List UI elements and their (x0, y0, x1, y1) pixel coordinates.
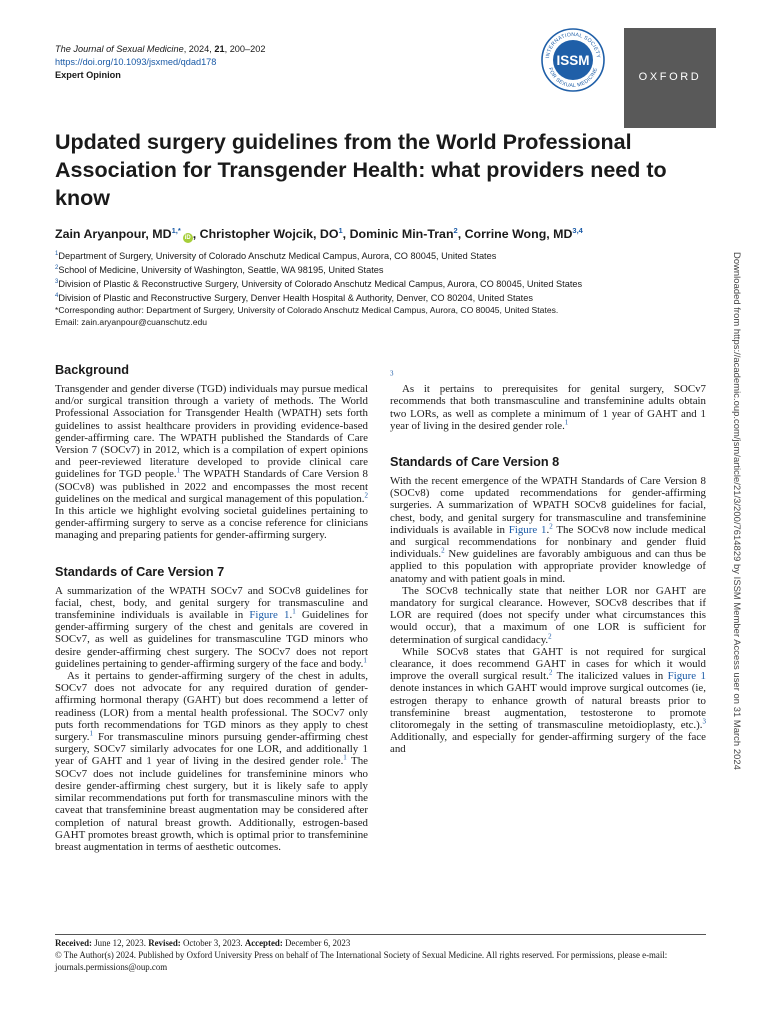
issm-ring-bottom-text: FOR SEXUAL MEDICINE (546, 67, 600, 90)
author-name[interactable]: Dominic Min-Tran (349, 227, 454, 242)
figure-1-link[interactable]: Figure 1 (508, 523, 547, 536)
journal-volume: 21 (214, 44, 225, 54)
socv7-paragraph-2-continued (390, 371, 706, 383)
issm-logo-text: ISSM (556, 53, 590, 68)
affiliations (55, 249, 725, 304)
right-column (390, 371, 706, 756)
body-text: The SOCv8 now include medical and surgical recommendations for nonbinary and gender fluid individuals. (390, 523, 706, 561)
body-text: In this article we highlight evolving societal guidelines pertaining to gender-affirming surgery to serve as a concise reference for clinicians managing and preparing patients for gender-affirming surgery. (55, 505, 368, 542)
citation-ref[interactable]: 2 (548, 632, 552, 641)
journal-citation (55, 43, 265, 56)
citation-ref[interactable]: 2 (549, 522, 553, 531)
oxford-logo (624, 28, 716, 128)
body-text: Additionally, and especially for gender-affirming surgery of the face and (390, 731, 706, 756)
revised-date: October 3, 2023. (180, 938, 245, 948)
footer-divider (55, 934, 706, 935)
orcid-icon[interactable]: iD (184, 235, 191, 242)
article-type: Expert Opinion (55, 70, 121, 80)
body-text: New guidelines are favorably ambiguous and can thus be applied to this population with appropriate provider knowledge of anatomy and with patient goals in mind. (390, 548, 706, 585)
revised-label: Revised: (148, 938, 181, 948)
issm-logo (540, 27, 606, 93)
citation-ref[interactable]: 1 (176, 466, 181, 475)
citation-ref[interactable]: 2 (364, 491, 368, 500)
affiliation-line (55, 277, 725, 291)
article-dates (55, 937, 720, 949)
left-column (55, 362, 368, 853)
body-text: With the recent emergence of the WPATH Standards of Care Version 8 (SOCv8) come updated recommendations for gender-affirming surgeries. A summarization of WPATH SOCv8 guidelines for facial, chest, body, and genital surgery for transmasculine and transfeminine individuals is available in (390, 475, 706, 536)
body-text: . (546, 523, 550, 536)
body-text: As it pertains to gender-affirming surgery of the chest in adults, SOCv7 does not advocate for any required duration of gender-affirming hormonal therapy (GAHT) but does recommend a letter of readiness (LOR) from a mental health professional. The SOCv7 only puts forth recommendations for TGD minors as they apply to chest surgery. (55, 670, 368, 744)
body-text: Guidelines for gender-affirming surgery of the chest and genitals are covered in SOCv7, as well as guidelines for transmasculine TGD minors who desire gender-affirming chest surgery. The SOCv7 does not report guidelines pertaining to gender-affirming surgery of the face and body. (55, 609, 369, 670)
citation-ref[interactable]: 1 (89, 729, 93, 738)
author-list: Zain Aryanpour, $MD^{1,*}iD$ , Christopher Wojcik, $DO^1$, Dominic Min-Tran$^2$, Corrine Wong, MD$^{3,4}$ (55, 226, 583, 242)
doi-link[interactable]: https://doi.org/10.1093/jsxmed/qdad178 (55, 57, 217, 67)
citation-ref[interactable]: 2 (441, 546, 445, 555)
received-label: Received: (55, 938, 92, 948)
accepted-date: December 6, 2023 (282, 938, 351, 948)
body-text: The SOCv8 technically state that neither LOR nor GAHT are mandatory for surgical clearance. However, SOCv8 describes that if LOR are required (does not specify under what circumstances this would occur), that a maximum of one LOR is sufficient for determination of surgical candidacy. (390, 584, 706, 646)
corresponding-author (55, 305, 725, 328)
author-name[interactable]: Corrine Wong, MD (464, 227, 573, 242)
citation-ref[interactable]: 2 (548, 668, 553, 677)
article-footer (55, 937, 720, 974)
download-watermark (732, 252, 750, 770)
citation-ref[interactable]: 1 (343, 753, 347, 762)
author-name[interactable]: Zain Aryanpour, MD (55, 227, 172, 242)
article-title: Updated surgery guidelines from the World Professional Association for Transgender Health: what providers need to know (55, 130, 667, 210)
issm-ring-top-text: INTERNATIONAL SOCIETY (545, 31, 601, 59)
copyright-notice: © The Author(s) 2024. Published by Oxford University Press on behalf of The International Society of Sexual Medicine. All rights reserved. For permissions, please e-mail: journals.permissions@oup.com (55, 950, 668, 973)
socv8-paragraph-1 (390, 475, 706, 585)
socv8-paragraph-3 (390, 646, 706, 756)
corresponding-address: *Corresponding author: Department of Surgery, University of Colorado Anschutz Medical Campus, Aurora, CO 80045, United States. (55, 305, 559, 315)
affiliation-line (55, 263, 725, 277)
background-paragraph (55, 383, 368, 542)
affiliation-line (55, 249, 725, 263)
journal-year: , 2024, (183, 44, 215, 54)
citation-ref[interactable]: 3 (702, 717, 706, 726)
body-text: The WPATH Standards of Care Version 8 (SOCv8) was published in 2022 and encompasses the most recent guidelines on the medical and surgical management of this population. (55, 468, 368, 505)
oxford-logo-text: OXFORD (638, 71, 702, 83)
affiliation-number: 3 (55, 278, 59, 285)
author-affiliation-mark: 1 (338, 226, 343, 235)
body-text: denote instances in which GAHT would improve surgical outcomes (ie, estrogen therapy to enhance growth of natural breasts prior to transfeminine breast augmentation, testosterone to promote clitoromegaly in the setting of transmasculine metoidioplasty, etc.). (390, 682, 706, 732)
affiliation-line (55, 291, 725, 305)
citation-ref[interactable]: 1 (564, 418, 569, 427)
section-heading-background: Background (55, 363, 130, 377)
socv7-paragraph-3 (390, 383, 706, 432)
socv7-paragraph-1 (55, 585, 368, 670)
section-heading-socv7: Standards of Care Version 7 (55, 564, 225, 579)
journal-name: The Journal of Sexual Medicine (55, 44, 184, 54)
corresponding-email[interactable]: Email: zain.aryanpour@cuanschutz.edu (55, 316, 208, 327)
affiliation-number: 4 (55, 292, 59, 299)
affiliation-text: Department of Surgery, University of Colorado Anschutz Medical Campus, Aurora, CO 80045, United States (58, 251, 497, 262)
affiliation-number: 2 (55, 264, 59, 271)
journal-pages: , 200–202 (224, 44, 266, 54)
body-text: . (289, 609, 293, 622)
body-text: While SOCv8 states that GAHT is not required for surgical clearance, it does recommend GAHT in cases for which it would improve the overall surgical result. (390, 645, 706, 683)
socv8-paragraph-2 (390, 585, 706, 646)
body-text: As it pertains to prerequisites for genital surgery, SOCv7 recommends that both transmasculine and transfeminine adults obtain two LORs, as well as complete a minimum of 1 year of GAHT and 1 year of living in the desired gender role. (390, 383, 706, 432)
journal-header (55, 43, 265, 82)
figure-1-link[interactable]: Figure 1 (667, 670, 706, 683)
section-heading-socv8: Standards of Care Version 8 (390, 455, 560, 470)
figure-1-link[interactable]: Figure 1 (249, 609, 290, 622)
socv7-paragraph-2 (55, 670, 368, 853)
author-affiliation-mark: 1,* (171, 226, 181, 235)
author-name[interactable]: Christopher Wojcik, DO (199, 227, 339, 242)
body-text: For transmasculine minors pursuing gender-affirming chest surgery, SOCv7 similarly advocates for one LOR, and additionally 1 year of GAHT and 1 year of living in the desired gender role. (55, 731, 368, 768)
accepted-label: Accepted: (244, 938, 283, 948)
download-watermark-text: Downloaded from https://academic.oup.com/jsm/article/21/3/200/7614829 by ISSM Member Access user on 31 March 2024 (732, 252, 743, 770)
affiliation-number: 1 (55, 251, 59, 257)
affiliation-text: Division of Plastic and Reconstructive Surgery, Denver Health Hospital & Authority, Denver, CO 80204, United States (58, 292, 533, 303)
author-affiliation-mark: 2 (453, 226, 458, 235)
affiliation-text: School of Medicine, University of Washington, Seattle, WA 98195, United States (58, 264, 384, 275)
body-text: The italicized values in (552, 670, 668, 683)
citation-ref[interactable]: 1 (292, 607, 296, 616)
received-date: June 12, 2023. (91, 938, 149, 948)
citation-ref[interactable]: 3 (390, 369, 394, 378)
body-text: A summarization of the WPATH SOCv7 and SOCv8 guidelines for facial, chest, body, and genital surgery for transmasculine and transfeminine individuals is available in (55, 584, 368, 622)
body-text: The SOCv7 does not include guidelines for transfeminine minors who desire gender-affirming chest surgery, but it is likely safe to apply similar recommendations put forth for transmasculine minors with the caveat that transfeminine breast augmentation may be considered after completion of natural breast growth. Additionally, estrogen-based GAHT promotes breast growth, which is optimal prior to transfeminine breast augmentation in terms of aesthetic outcomes. (55, 755, 368, 853)
author-affiliation-mark: 3,4 (572, 226, 583, 235)
citation-ref[interactable]: 1 (363, 656, 367, 665)
body-text: Transgender and gender diverse (TGD) individuals may pursue medical and/or surgical transition through a variety of methods. The World Professional Association for Transgender Health (WPATH) sets forth guidelines to assist healthcare providers in providing evidence-based gender-affirming care. The WPATH published the Standards of Care Version 7 (SOCv7) in 2012, which is a compilation of expert opinions and peer-reviewed literature developed to provide clinical care guidelines for TGD people. (55, 383, 368, 481)
affiliation-text: Division of Plastic & Reconstructive Surgery, University of Colorado Anschutz Medical Campus, Aurora, CO 80045, United States (58, 278, 583, 289)
